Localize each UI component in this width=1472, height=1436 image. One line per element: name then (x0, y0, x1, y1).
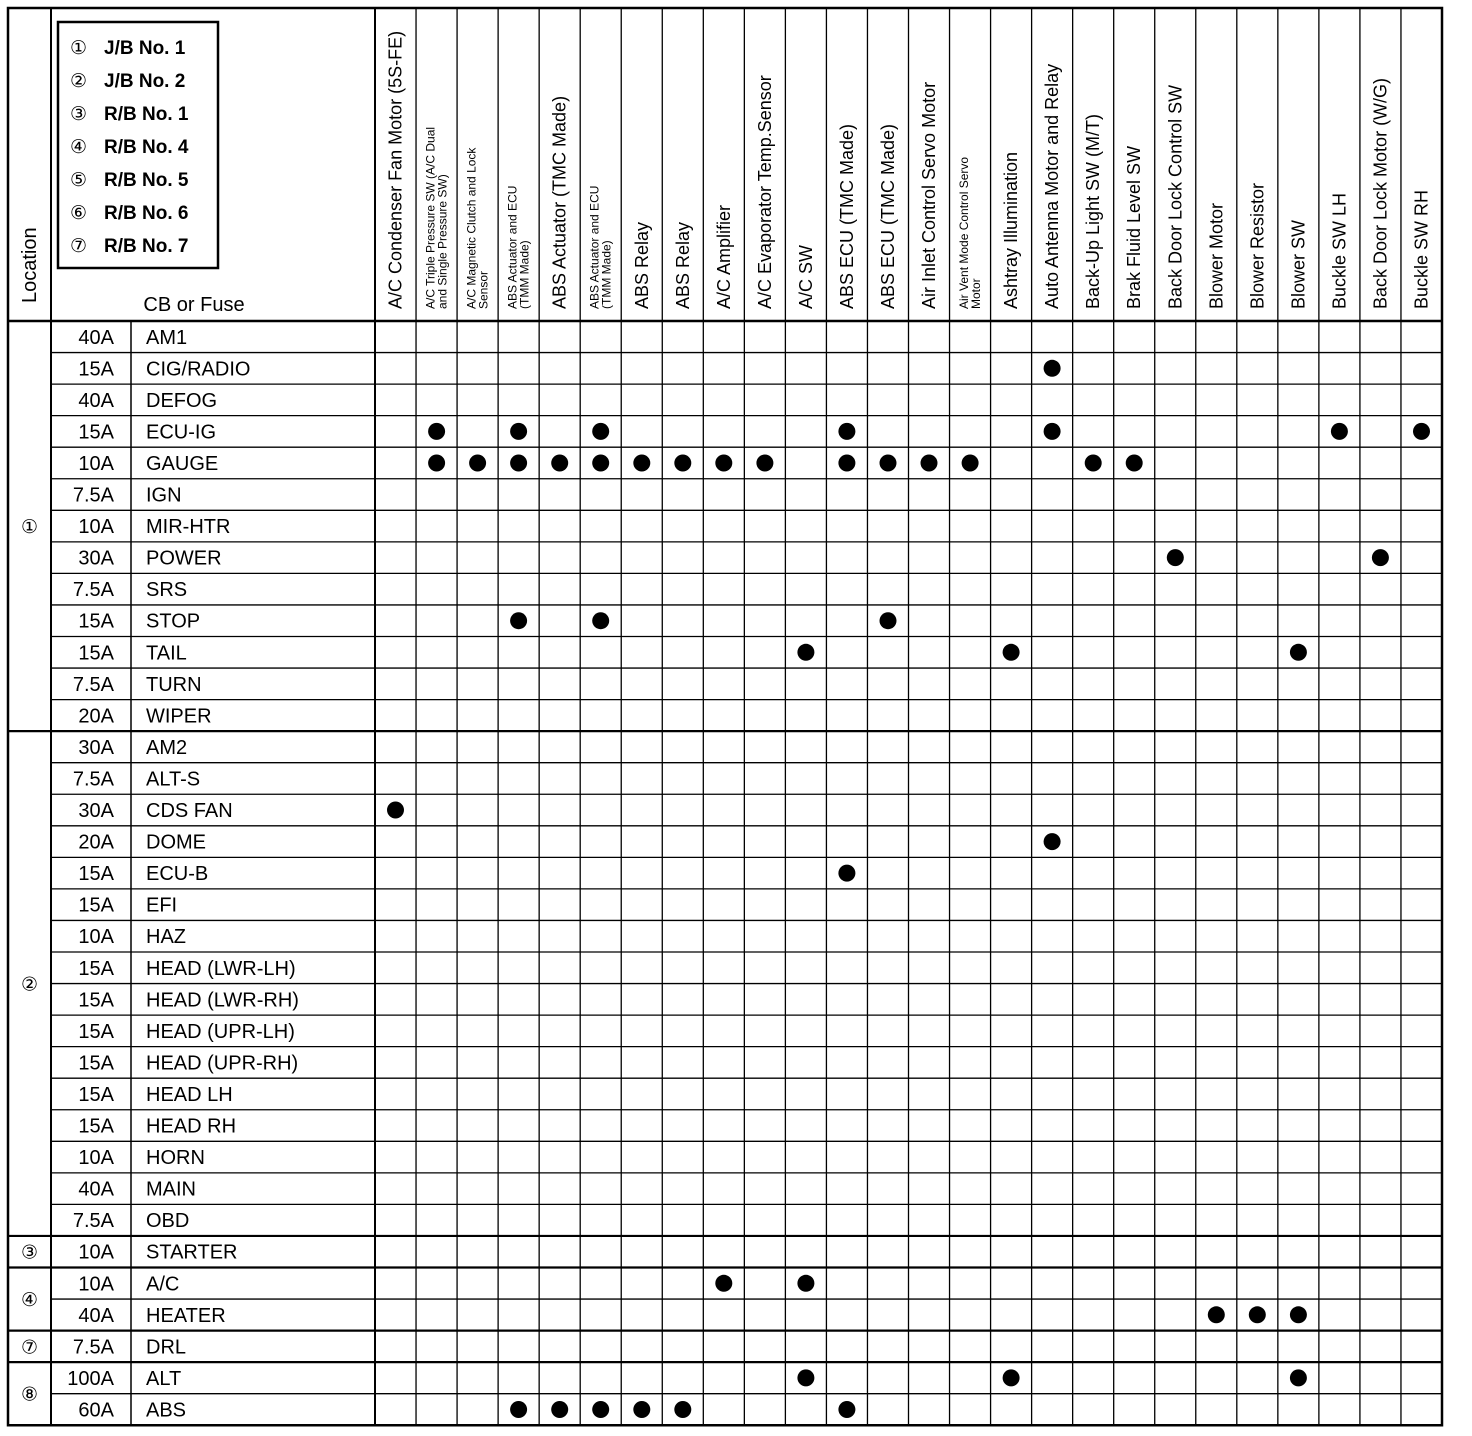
cb-fuse-header: CB or Fuse (143, 294, 245, 316)
fuse-name: ALT (146, 1367, 182, 1390)
fuse-name: ECU-B (146, 863, 209, 886)
location-group-label: ① (20, 517, 39, 539)
connection-dot (1208, 1306, 1225, 1323)
connection-dot (880, 612, 897, 629)
connection-dot (1085, 455, 1102, 472)
connection-dot (592, 612, 609, 629)
fuse-name: IGN (146, 484, 182, 507)
connection-dot (838, 865, 855, 882)
connection-dot (469, 455, 486, 472)
fuse-amperage: 10A (78, 1147, 114, 1170)
location-group-label: ⑧ (20, 1384, 39, 1406)
column-header (957, 157, 983, 309)
fuse-amperage: 10A (78, 516, 114, 539)
fuse-amperage: 20A (78, 831, 114, 854)
location-group-label: ② (20, 974, 39, 996)
fuse-amperage: 15A (78, 610, 114, 633)
column-header-line: Air Inlet Control Servo Motor (919, 81, 940, 309)
column-header-line: Blower SW (1288, 219, 1309, 309)
column-header-line: Brak Fluid Level SW (1124, 145, 1145, 309)
column-header-line: A/C Magnetic Clutch and Lock (464, 147, 479, 309)
location-group-label: ④ (20, 1290, 39, 1312)
connection-dot (838, 1401, 855, 1418)
fuse-amperage: 15A (78, 1083, 114, 1106)
fuse-name: MAIN (146, 1178, 196, 1201)
row-labels (21, 327, 299, 1422)
fuse-amperage: 20A (78, 705, 114, 728)
column-header (465, 147, 491, 309)
column-header-line: ABS Actuator and ECU (587, 185, 602, 309)
connection-dot (510, 455, 527, 472)
column-header-line: ABS Actuator (TMC Made) (549, 95, 570, 309)
fuse-name: POWER (146, 547, 222, 570)
column-header-line: ABS ECU (TMC Made) (877, 123, 898, 309)
fuse-amperage: 10A (78, 926, 114, 949)
column-header-line: Blower Resistor (1247, 182, 1268, 309)
connection-dot (797, 1369, 814, 1386)
connection-dot (1126, 455, 1143, 472)
fuse-amperage: 7.5A (72, 768, 114, 791)
fuse-name: TURN (146, 673, 202, 696)
column-header (386, 31, 406, 309)
legend-entry: J/B No. 2 (104, 71, 186, 92)
connection-dot (1167, 549, 1184, 566)
fuse-amperage: 100A (67, 1367, 114, 1390)
connection-dot (1290, 1306, 1307, 1323)
column-header-line: Back-Up Light SW (M/T) (1083, 113, 1104, 309)
column-header-line: ABS Relay (672, 221, 693, 309)
fuse-name: TAIL (146, 642, 187, 665)
legend-symbol: ② (70, 71, 88, 92)
legend-entry: R/B No. 1 (104, 104, 189, 125)
fuse-amperage: 15A (78, 957, 114, 980)
connection-dot (1003, 1369, 1020, 1386)
fuse-name: HEATER (146, 1304, 226, 1327)
connection-dot (674, 455, 691, 472)
fuse-amperage: 7.5A (72, 1210, 114, 1233)
fuse-amperage: 7.5A (72, 484, 114, 507)
fuse-name: HEAD LH (146, 1083, 233, 1106)
column-headers (19, 31, 1431, 316)
column-header-line: A/C Condenser Fan Motor (5S-FE) (385, 30, 406, 309)
legend-symbol: ⑥ (70, 203, 88, 224)
fuse-name: ALT-S (146, 768, 201, 791)
connection-dot (510, 1401, 527, 1418)
fuse-amperage: 15A (78, 989, 114, 1012)
connection-dot (921, 455, 938, 472)
fuse-amperage: 40A (78, 1178, 114, 1201)
legend-entry: R/B No. 7 (104, 236, 189, 257)
connection-dot (838, 455, 855, 472)
column-header-line: Buckle SW LH (1329, 192, 1350, 309)
column-header-line: Blower Motor (1206, 202, 1227, 309)
connection-dot (592, 423, 609, 440)
column-header (755, 75, 775, 309)
column-header-line: ABS Relay (631, 221, 652, 309)
fuse-name: HEAD (UPR-RH) (146, 1052, 299, 1075)
column-header (550, 96, 570, 309)
fuse-amperage: 15A (78, 1020, 114, 1043)
fuse-amperage: 15A (78, 358, 114, 381)
connection-dot (1290, 644, 1307, 661)
connection-dot (1331, 423, 1348, 440)
fuse-name: CDS FAN (146, 800, 233, 823)
fuse-amperage: 15A (78, 894, 114, 917)
connection-dot (387, 802, 404, 819)
column-header-line: Back Door Lock Motor (W/G) (1370, 77, 1391, 309)
column-header-line: Back Door Lock Control SW (1165, 84, 1186, 309)
column-header (1083, 114, 1103, 309)
connection-dot (510, 423, 527, 440)
connection-dot (633, 455, 650, 472)
fuse-amperage: 30A (78, 547, 114, 570)
column-header-line: A/C Amplifier (713, 204, 734, 309)
fuse-name: AM1 (146, 326, 188, 349)
fuse-amperage: 60A (78, 1399, 114, 1422)
column-header-line: A/C SW (795, 244, 816, 309)
column-header-line: (TMM Made) (517, 240, 532, 309)
column-header (714, 205, 734, 309)
fuse-amperage: 10A (78, 1273, 114, 1296)
fuse-name: HAZ (146, 926, 186, 949)
connection-dot (715, 455, 732, 472)
connection-dot (1044, 833, 1061, 850)
column-header (1001, 152, 1021, 309)
connection-dot (715, 1275, 732, 1292)
fuse-name: DRL (146, 1336, 187, 1359)
connection-dot (1044, 360, 1061, 377)
column-header-line: Sensor (476, 270, 491, 309)
column-header-line: Ashtray Illumination (1001, 151, 1022, 309)
column-header (632, 222, 652, 309)
fuse-amperage: 15A (78, 421, 114, 444)
connection-dot (674, 1401, 691, 1418)
fuse-name: DOME (146, 831, 206, 854)
column-header (1288, 220, 1308, 309)
column-header-line: Buckle SW RH (1411, 189, 1432, 309)
connection-dot (428, 423, 445, 440)
legend-entry: R/B No. 4 (104, 137, 189, 158)
legend-symbol: ⑤ (70, 170, 88, 191)
fuse-amperage: 15A (78, 1052, 114, 1075)
column-header (796, 245, 816, 309)
column-header (1247, 183, 1267, 309)
column-header (673, 222, 693, 309)
fuse-name: CIG/RADIO (146, 358, 251, 381)
connection-dot (1290, 1369, 1307, 1386)
legend-entry: J/B No. 1 (104, 38, 186, 59)
fuse-name: A/C (146, 1273, 180, 1296)
connection-dot (633, 1401, 650, 1418)
connection-dot (797, 644, 814, 661)
fuse-amperage: 7.5A (72, 673, 114, 696)
fuse-amperage: 15A (78, 863, 114, 886)
legend-symbol: ⑦ (70, 236, 88, 257)
connection-dot (510, 612, 527, 629)
fuse-name: EFI (146, 894, 178, 917)
connection-dot (551, 1401, 568, 1418)
legend-symbol: ③ (70, 104, 88, 125)
legend-entry: R/B No. 6 (104, 203, 189, 224)
location-group-label: ⑦ (20, 1337, 39, 1359)
fuse-amperage: 40A (78, 326, 114, 349)
fuse-amperage: 40A (78, 1304, 114, 1327)
column-header-line: A/C Triple Pressure SW (A/C Dual (423, 126, 438, 309)
fuse-name: DEFOG (146, 389, 218, 412)
column-header (506, 186, 532, 309)
connection-dot (1372, 549, 1389, 566)
connection-dot (756, 455, 773, 472)
connection-dot (592, 1401, 609, 1418)
fuse-amperage: 30A (78, 736, 114, 759)
location-legend (58, 22, 218, 268)
fuse-name: WIPER (146, 705, 212, 728)
column-header-line: Motor (969, 278, 984, 309)
connection-dot (838, 423, 855, 440)
fuse-amperage: 40A (78, 389, 114, 412)
connection-dot (1249, 1306, 1266, 1323)
fuse-name: GAUGE (146, 452, 219, 475)
connection-dot (551, 455, 568, 472)
column-header-line: Air Vent Mode Control Servo (957, 156, 972, 309)
connection-dot (1413, 423, 1430, 440)
fuse-name: HEAD (LWR-RH) (146, 989, 299, 1012)
column-header (588, 186, 614, 309)
fuse-name: SRS (146, 579, 188, 602)
column-header (1370, 78, 1390, 309)
column-header-line: ABS Actuator and ECU (505, 185, 520, 309)
fuse-name: STOP (146, 610, 201, 633)
connection-dot (592, 455, 609, 472)
fuse-amperage: 7.5A (72, 1336, 114, 1359)
column-header (837, 124, 857, 309)
fuse-name: ABS (146, 1399, 187, 1422)
connection-dot (1044, 423, 1061, 440)
fuse-amperage: 15A (78, 1115, 114, 1138)
fuse-amperage: 10A (78, 1241, 114, 1264)
fuse-name: ECU-IG (146, 421, 216, 444)
fuse-name: OBD (146, 1210, 190, 1233)
fuse-name: HEAD RH (146, 1115, 237, 1138)
fuse-name: HORN (146, 1147, 205, 1170)
column-header (424, 127, 450, 309)
location-group-label: ③ (20, 1242, 39, 1264)
location-header: Location (19, 227, 41, 303)
column-header-line: (TMM Made) (599, 240, 614, 309)
legend-entry: R/B No. 5 (104, 170, 189, 191)
column-header (1124, 146, 1144, 309)
connection-dot (797, 1275, 814, 1292)
connection-dot (428, 455, 445, 472)
connection-dot (962, 455, 979, 472)
connection-dot (1003, 644, 1020, 661)
connection-dot (880, 455, 897, 472)
fuse-name: AM2 (146, 736, 188, 759)
column-header (1329, 193, 1349, 309)
fuse-amperage: 15A (78, 642, 114, 665)
column-header-line: ABS ECU (TMC Made) (836, 123, 857, 309)
fuse-name: MIR-HTR (146, 516, 231, 539)
fuse-name: STARTER (146, 1241, 238, 1264)
fuse-amperage: 30A (78, 800, 114, 823)
column-header (1206, 203, 1226, 309)
fuse-amperage: 10A (78, 452, 114, 475)
column-header-line: and Single Pressure SW) (435, 174, 450, 309)
legend-symbol: ④ (70, 137, 88, 158)
fuse-amperage: 7.5A (72, 579, 114, 602)
column-header-line: A/C Evaporator Temp.Sensor (754, 75, 775, 309)
column-header-line: Auto Antenna Motor and Relay (1042, 63, 1063, 309)
column-header (878, 124, 898, 309)
fuse-name: HEAD (LWR-LH) (146, 957, 296, 980)
column-header (1411, 190, 1431, 309)
legend-symbol: ① (70, 38, 88, 59)
fuse-name: HEAD (UPR-LH) (146, 1020, 295, 1043)
column-header (1042, 64, 1062, 309)
column-header (1165, 85, 1185, 309)
column-header (919, 82, 939, 309)
